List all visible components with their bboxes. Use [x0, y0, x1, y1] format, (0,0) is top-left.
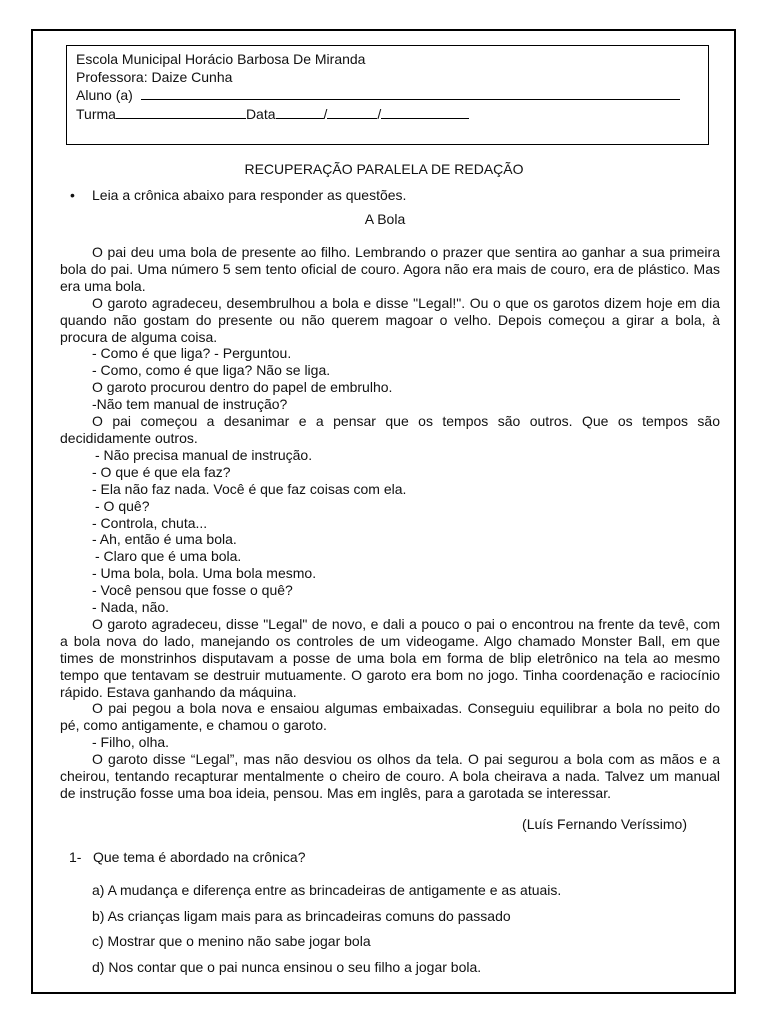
- class-date-line: [76, 105, 699, 124]
- option-d[interactable]: d) Nos contar que o pai nunca ensinou o seu filho a jogar bola.: [92, 958, 482, 975]
- story-paragraph: O garoto agradeceu, desembrulhou a bola e disse "Legal!". Ou o que os garotos dizem hoje em dia quando não gostam do presente ou não querem magoar o velho. Depois começou a girar a bola, à procura de alguma coisa.: [60, 294, 720, 345]
- story-dialogue: - Filho, olha.: [92, 734, 170, 751]
- story-paragraph: O garoto procurou dentro do papel de embrulho.: [92, 379, 393, 396]
- page-title: RECUPERAÇÃO PARALELA DE REDAÇÃO: [244, 161, 524, 177]
- story-dialogue: - Ah, então é uma bola.: [92, 531, 237, 548]
- story-dialogue: - Controla, chuta...: [92, 514, 208, 531]
- story-dialogue: - Como é que liga? - Perguntou.: [92, 345, 292, 362]
- option-c[interactable]: c) Mostrar que o menino não sabe jogar bola: [92, 933, 371, 949]
- story-paragraph: O pai começou a desanimar e a pensar que os tempos são outros. Que os tempos são decididamente outros.: [60, 413, 720, 446]
- story-dialogue: - O que é que ela faz?: [92, 463, 231, 480]
- story-paragraph: O garoto disse “Legal”, mas não desviou os olhos da tela. O pai segurou a bola com as mãos e a cheirou, tentando recapturar mentalmente o cheiro de couro. A bola cheirava a nada. Talvez um manual de instrução fosse uma boa ideia, pensou. Mas em inglês, para a garotada se interessar.: [60, 751, 720, 801]
- option-a[interactable]: a) A mudança e diferença entre as brincadeiras de antigamente e as atuais.: [92, 882, 562, 898]
- school-name: Escola Municipal Horácio Barbosa De Miranda: [76, 51, 366, 67]
- story-dialogue: - Nada, não.: [92, 599, 170, 616]
- teacher-name: Professora: Daize Cunha: [76, 68, 233, 85]
- class-label: Turma: [76, 105, 116, 122]
- student-line: [76, 86, 699, 105]
- class-field[interactable]: [116, 105, 246, 119]
- option-b[interactable]: b) As crianças ligam mais para as brincadeiras comuns do passado: [92, 907, 511, 924]
- story-dialogue: - Você pensou que fosse o quê?: [92, 582, 293, 599]
- student-label: Aluno (a): [76, 87, 133, 103]
- question-1: [69, 849, 305, 865]
- story-dialogue: - Uma bola, bola. Uma bola mesmo.: [92, 565, 317, 582]
- story-paragraph: O pai pegou a bola nova e ensaiou algumas embaixadas. Conseguiu equilibrar a bola no peito do pé, como antigamente, e chamou o garoto.: [60, 700, 720, 734]
- question-number: 1-: [69, 849, 82, 865]
- story-dialogue: - Claro que é uma bola.: [95, 548, 242, 565]
- instruction: [70, 187, 406, 203]
- story-dialogue: -Não tem manual de instrução?: [92, 396, 288, 413]
- date-year-field[interactable]: [381, 105, 469, 119]
- question-options: [92, 882, 561, 984]
- date-day-field[interactable]: [276, 105, 324, 119]
- header-box: [66, 45, 709, 145]
- story-paragraph: O garoto agradeceu, disse "Legal" de novo, e dali a pouco o pai o encontrou na frente da tevê, com a bola nova do lado, manejando os controles de um videogame. Algo chamado Monster Ball, em que times de monstrinhos disputavam a posse de uma bola em forma de blip eletrônico na tela ao mesmo tempo que tentavam se destruir mutuamente. O garoto era bom no jogo. Tinha coordenação e raciocínio rápido. Estava ganhando da máquina.: [60, 615, 720, 700]
- instruction-text: Leia a crônica abaixo para responder as questões.: [92, 187, 407, 203]
- date-sep: /: [323, 105, 328, 122]
- student-name-field[interactable]: [141, 86, 680, 100]
- bullet-icon: •: [70, 187, 75, 203]
- date-month-field[interactable]: [327, 105, 377, 119]
- story-dialogue: - Como, como é que liga? Não se liga.: [92, 362, 331, 379]
- story-dialogue: - O quê?: [95, 497, 150, 514]
- story-paragraph: O pai deu uma bola de presente ao filho. Lembrando o prazer que sentira ao ganhar a sua primeira bola do pai. Uma número 5 sem tento oficial de couro. Agora não era mais de couro, era de plástico. Mas era uma bola.: [60, 244, 720, 294]
- story-dialogue: - Não precisa manual de instrução.: [95, 446, 313, 463]
- story-author: (Luís Fernando Veríssimo): [522, 816, 687, 832]
- story-dialogue: - Ela não faz nada. Você é que faz coisas com ela.: [92, 480, 407, 497]
- question-text: Que tema é abordado na crônica?: [93, 849, 306, 865]
- date-label: Data: [245, 105, 276, 122]
- date-sep: /: [377, 105, 382, 122]
- story-body: [60, 244, 720, 802]
- story-title: A Bola: [364, 211, 406, 227]
